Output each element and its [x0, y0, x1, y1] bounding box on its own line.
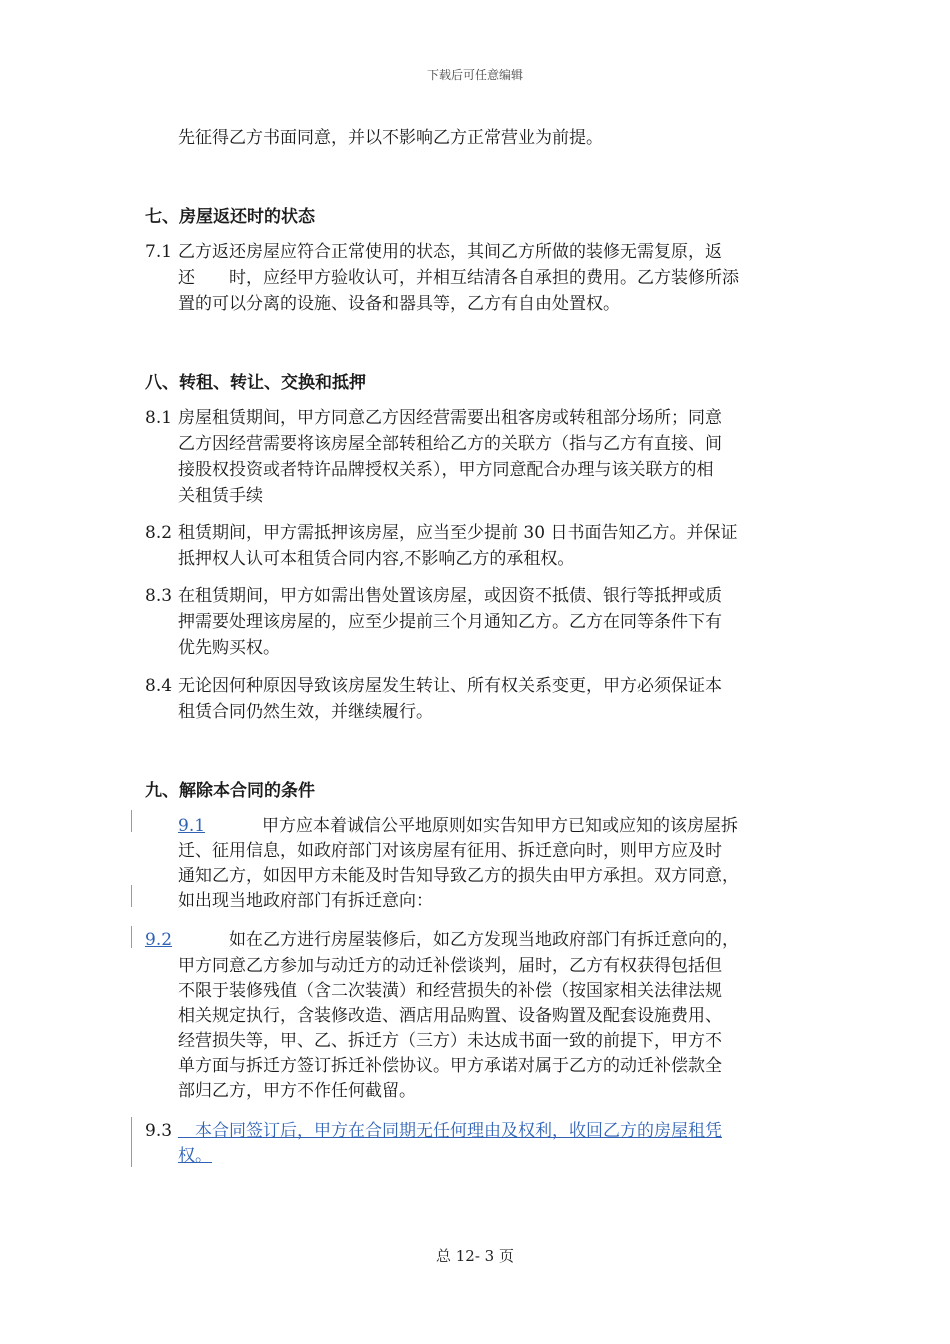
clause-8-1-line: 接股权投资或者特许品牌授权关系），甲方同意配合办理与该关联方的相	[178, 460, 714, 480]
clause-9-2-line: 相关规定执行，含装修改造、酒店用品购置、设备购置及配套设施费用、	[178, 1006, 722, 1026]
clause-9-2-line: 经营损失等，甲、乙、拆迁方（三方）未达成书面一致的前提下，甲方不	[178, 1031, 722, 1051]
clause-7-1-line: 置的可以分离的设施、设备和器具等，乙方有自由处置权。	[178, 294, 620, 314]
clause-8-3-line: 优先购买权。	[178, 638, 280, 658]
clause-9-2-line: 甲方同意乙方参加与动迁方的动迁补偿谈判，届时，乙方有权获得包括但	[178, 956, 722, 976]
clause-8-3-number: 8.3	[145, 586, 173, 606]
clause-7-1-number: 7.1	[145, 242, 173, 262]
clause-8-1-line: 关租赁手续	[178, 486, 263, 506]
clause-9-2-line: 单方面与拆迁方签订拆迁补偿协议。甲方承诺对属于乙方的动迁补偿款全	[178, 1056, 722, 1076]
clause-9-2-line: 部归乙方，甲方不作任何截留。	[178, 1081, 416, 1101]
clause-9-2-number[interactable]: 9.2	[145, 930, 173, 950]
clause-9-3-second-line	[178, 1143, 212, 1169]
revision-bar	[131, 885, 132, 907]
clause-8-3-line: 在租赁期间，甲方如需出售处置该房屋，或因资不抵债、银行等抵押或质	[178, 586, 722, 606]
clause-9-3-first-line	[178, 1118, 722, 1144]
revision-bar	[131, 810, 132, 832]
clause-9-1-line: 通知乙方，如因甲方未能及时告知导致乙方的损失由甲方承担。双方同意，	[178, 866, 739, 886]
revision-bar	[131, 926, 132, 948]
clause-9-1-first-line	[178, 813, 738, 839]
clause-8-4-number: 8.4	[145, 676, 173, 696]
clause-9-3-line[interactable]: 权。	[178, 1146, 212, 1166]
revision-bar	[131, 1117, 132, 1167]
clause-9-3-link[interactable]	[178, 1121, 722, 1141]
clause-8-1-line: 房屋租赁期间，甲方同意乙方因经营需要出租客房或转租部分场所；同意	[178, 408, 722, 428]
clause-8-4-line: 租赁合同仍然生效，并继续履行。	[178, 702, 433, 722]
clause-7-1-line: 还 时，应经甲方验收认可，并相互结清各自承担的费用。乙方装修所添	[178, 268, 739, 288]
clause-9-3-number: 9.3	[145, 1121, 173, 1141]
clause-9-2-line: 如在乙方进行房屋装修后，如乙方发现当地政府部门有拆迁意向的，	[229, 930, 739, 950]
clause-9-1-line: 如出现当地政府部门有拆迁意向：	[178, 891, 433, 911]
intro-line: 先征得乙方书面同意，并以不影响乙方正常营业为前提。	[178, 128, 603, 148]
clause-9-2-first-line	[145, 927, 739, 953]
clause-8-2-line: 租赁期间，甲方需抵押该房屋，应当至少提前 30 日书面告知乙方。并保证	[178, 523, 738, 543]
clause-9-3-line: 本合同签订后，甲方在合同期无任何理由及权利，收回乙方的房屋租凭	[195, 1121, 722, 1141]
clause-9-1-line: 甲方应本着诚信公平地原则如实告知甲方已知或应知的该房屋拆	[262, 816, 738, 836]
clause-8-2-number: 8.2	[145, 523, 173, 543]
section-7-title: 七、房屋返还时的状态	[145, 207, 315, 227]
clause-8-4-line: 无论因何种原因导致该房屋发生转让、所有权关系变更，甲方必须保证本	[178, 676, 722, 696]
clause-9-1-number[interactable]: 9.1	[178, 816, 206, 836]
clause-9-2-line: 不限于装修残值（含二次装潢）和经营损失的补偿（按国家相关法律法规	[178, 981, 722, 1001]
section-9-title: 九、解除本合同的条件	[145, 781, 315, 801]
clause-7-1-line: 乙方返还房屋应符合正常使用的状态，其间乙方所做的装修无需复原，返	[178, 242, 722, 262]
clause-8-1-line: 乙方因经营需要将该房屋全部转租给乙方的关联方（指与乙方有直接、间	[178, 434, 722, 454]
clause-8-1-number: 8.1	[145, 408, 173, 428]
page-header: 下载后可任意编辑	[426, 68, 523, 82]
section-8-title: 八、转租、转让、交换和抵押	[145, 373, 366, 393]
clause-8-2-line: 抵押权人认可本租赁合同内容,不影响乙方的承租权。	[178, 549, 575, 569]
clause-9-1-line: 迁、征用信息，如政府部门对该房屋有征用、拆迁意向时，则甲方应及时	[178, 841, 722, 861]
page-footer: 总 12- 3 页	[435, 1247, 514, 1265]
clause-8-3-line: 押需要处理该房屋的，应至少提前三个月通知乙方。乙方在同等条件下有	[178, 612, 722, 632]
